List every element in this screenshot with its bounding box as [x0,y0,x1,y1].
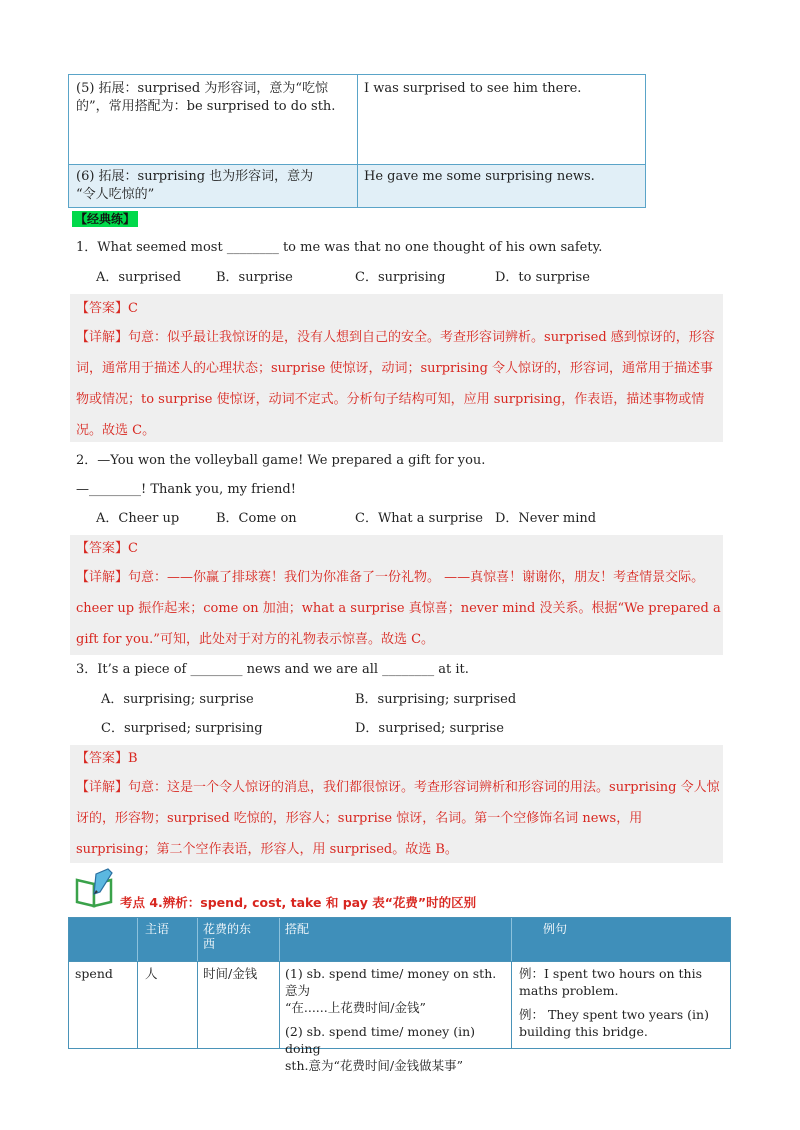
table-cell-example-5: I was surprised to see him there. [364,81,582,96]
column-divider [197,961,198,1048]
q1-option-a: A．surprised [96,270,182,285]
header-border [69,961,730,962]
question-2-response: —________! Thank you, my friend! [76,482,296,497]
q2-option-a: A．Cheer up [96,511,180,526]
table-cell-rule-6: (6) 拓展：surprising 也为形容词，意为 “令人吃惊的” [76,169,314,202]
question-2-stem: 2．—You won the volleyball game! We prepared a gift for you. [76,453,486,468]
q3-option-d: D．surprised; surprise [355,721,504,736]
header-divider [197,918,198,961]
header-divider [511,918,512,961]
cell-thing: 时间/金钱 [203,966,258,981]
cell-subject: 人 [145,966,158,981]
q2-answer: 【答案】C [76,541,138,556]
q3-option-c: C．surprised; surprising [101,721,263,736]
header-example: 例句 [543,922,568,936]
header-subject: 主语 [145,922,170,936]
q1-answer: 【答案】C [76,301,138,316]
header-thing-spent: 花费的东 西 [203,922,252,951]
q2-option-d: D．Never mind [495,511,597,526]
table-cell-rule-5: (5) 拓展：surprised 为形容词，意为“吃惊 的”，常用搭配为：be surprised to do sth. [76,81,336,114]
notebook-pencil-icon [74,868,118,908]
header-divider [137,918,138,961]
table-cell-example-6: He gave me some surprising news. [364,169,595,184]
q2-explanation: 【详解】句意：——你赢了排球赛！我们为你准备了一份礼物。 ——真惊喜！谢谢你，朋友！考查情景交际。cheer up 振作起来；come on 加油；what a surprise 真惊喜；never mind 没关系。根据“We prepared a gift for you.”可知，此处对于对方的礼物表示惊喜。故选 C。 [76,570,721,647]
question-1-stem: 1．What seemed most ________ to me was that no one thought of his own safety. [76,240,603,255]
q1-option-b: B．surprise [216,270,293,285]
extension-table [68,74,646,208]
question-3-stem: 3．It’s a piece of ________ news and we are all ________ at it. [76,662,469,677]
column-divider [137,961,138,1048]
q2-option-c: C．What a surprise [355,511,483,526]
q1-option-c: C．surprising [355,270,446,285]
q1-explanation: 【详解】句意：似乎最让我惊讶的是，没有人想到自己的安全。考查形容词辨析。surprised 感到惊讶的，形容词，通常用于描述人的心理状态；surprise 使惊讶，动词；surprising 令人惊讶的，形容词，通常用于描述事物或情况；to surprise 使惊讶，动词不定式。分析句子结构可知，应用 surprising，作表语，描述事物或情况。故选 C。 [76,330,715,438]
section-heading: 考点 4.辨析：spend, cost, take 和 pay 表“花费”时的区别 [120,895,477,910]
q3-option-b: B．surprising; surprised [355,692,517,707]
cell-examples: 例：I spent two hours on this maths problem. 例： They spent two years (in) building this bridge. [519,966,709,1039]
column-divider [279,961,280,1048]
column-divider [511,961,512,1048]
q3-explanation: 【详解】句意：这是一个令人惊讶的消息，我们都很惊讶。考查形容词辨析和形容词的用法。surprising 令人惊讶的，形容物；surprised 吃惊的，形容人；surprise 惊讶，名词。第一个空修饰名词 news，用 surprising；第二个空作表语，形容人，用 surprised。故选 B。 [76,780,720,857]
practice-tag: 【经典练】 [72,211,138,227]
q1-option-d: D．to surprise [495,270,590,285]
header-divider [279,918,280,961]
q3-answer: 【答案】B [76,751,138,766]
q2-option-b: B．Come on [216,511,297,526]
cell-word: spend [75,966,113,981]
cell-usage: (1) sb. spend time/ money on sth.意为 “在......上花费时间/金钱” (2) sb. spend time/ money (in) doing sth.意为“花费时间/金钱做某事” [285,966,497,1073]
spend-cost-take-pay-table [68,917,731,1073]
header-collocation: 搭配 [285,922,310,936]
q3-option-a: A．surprising; surprise [101,692,254,707]
